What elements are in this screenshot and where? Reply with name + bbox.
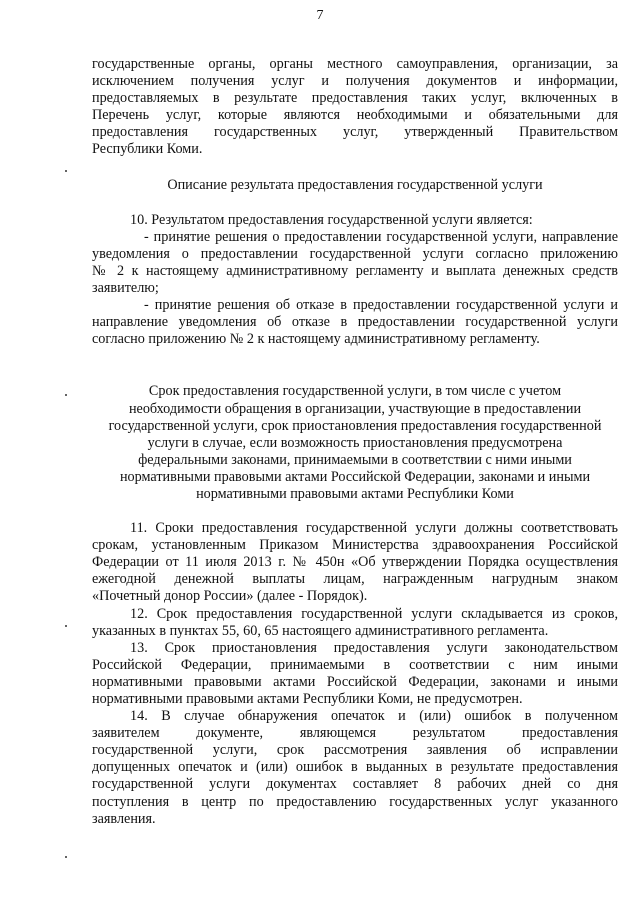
text-line: - принятие решения о предоставлении государственной услуги, направление <box>144 228 618 245</box>
text-line: поступления в центр по предоставлению государственных услуг указанного <box>92 793 618 810</box>
heading-line: нормативными правовыми актами Республики Коми <box>196 485 514 502</box>
text-line: Перечень услуг, которые являются необходимыми и обязательными для <box>92 107 618 124</box>
text-line: заявителем документе, являющемся результатом предоставления <box>92 725 618 742</box>
heading-line: федеральными законами, принимаемыми в соответствии с ними иными <box>138 451 572 468</box>
document-body <box>92 56 618 828</box>
text-line: «Почетный донор России» (далее - Порядок). <box>92 588 368 605</box>
text-line: 12. Срок предоставления государственной услуги складывается из сроков, <box>130 605 618 622</box>
margin-speck <box>65 170 67 172</box>
text-line: Российской Федерации, принимаемыми в соответствии с ним иными <box>92 656 618 673</box>
text-line: срокам, установленным Приказом Министерства здравоохранения Российской <box>92 537 618 554</box>
paragraph-12 <box>92 606 618 640</box>
text-line: нормативными правовыми актами Российской Федерации, законами и иными <box>92 673 618 690</box>
text-line: предоставляемых в результате предоставления таких услуг, включенных в <box>92 90 618 107</box>
section-heading-terms <box>92 383 618 503</box>
heading-line: нормативными правовыми актами Российской Федерации, законами и иными <box>119 468 591 485</box>
text-line: 14. В случае обнаружения опечаток и (или) ошибок в полученном <box>130 708 618 725</box>
text-line: 10. Результатом предоставления государственной услуги является: <box>130 211 533 228</box>
text-line: государственные органы, органы местного самоуправления, организации, за <box>92 56 618 72</box>
text-line: ежегодной денежной выплаты лицам, награжденным нагрудным знаком <box>92 571 618 588</box>
text-line: исключением получения услуг и получения документов и информации, <box>92 73 618 90</box>
text-line: 13. Срок приостановления предоставления услуги законодательством <box>130 639 618 656</box>
heading-line: государственной услуги, срок приостановления предоставления государственной <box>108 417 602 434</box>
margin-speck <box>65 394 67 396</box>
paragraph-11 <box>92 520 618 605</box>
text-line: государственной услуги, срок рассмотрения заявления об исправлении <box>92 742 618 759</box>
text-line: государственной услуги документах составляет 8 рабочих дней со дня <box>92 776 618 793</box>
text-line: согласно приложению № 2 к настоящему административному регламенту. <box>92 331 540 348</box>
heading-line: необходимости обращения в организации, участвующие в предоставлении <box>128 400 582 417</box>
paragraph-13 <box>92 640 618 708</box>
text-line: 11. Сроки предоставления государственной услуги должны соответствовать <box>130 520 618 537</box>
text-line: Республики Коми. <box>92 141 203 158</box>
text-line: - принятие решения об отказе в предоставлении государственной услуги и <box>144 297 618 314</box>
text-line: заявителю; <box>92 280 159 297</box>
text-line: направление уведомления об отказе в предоставлении государственной услуги <box>92 314 618 331</box>
margin-speck <box>65 856 67 858</box>
text-line: указанных в пунктах 55, 60, 65 настоящего административного регламента. <box>92 622 549 639</box>
text-line: уведомления о предоставлении государственной услуги согласно приложению <box>92 245 618 262</box>
paragraph-14 <box>92 708 618 828</box>
page-number: 7 <box>316 8 324 23</box>
text-line: № 2 к настоящему административному регламенту и выплата денежных средств <box>92 262 618 279</box>
text-line: допущенных опечаток и (или) ошибок в выданных в результате предоставления <box>92 759 618 776</box>
paragraph-10 <box>92 212 618 349</box>
intro-paragraph <box>92 56 618 159</box>
heading-line: услуги в случае, если возможность приостановления предусмотрена <box>147 434 563 451</box>
section-heading-result: Описание результата предоставления государственной услуги <box>167 176 543 193</box>
text-line: заявления. <box>92 810 156 827</box>
margin-speck <box>65 625 67 627</box>
text-line: предоставления государственных услуг, утвержденный Правительством <box>92 124 618 141</box>
text-line: Федерации от 11 июля 2013 г. № 450н «Об утверждении Порядка осуществления <box>92 554 618 571</box>
heading-line: Срок предоставления государственной услуги, в том числе с учетом <box>148 383 562 400</box>
text-line: нормативными правовыми актами Республики Коми, не предусмотрен. <box>92 691 523 707</box>
